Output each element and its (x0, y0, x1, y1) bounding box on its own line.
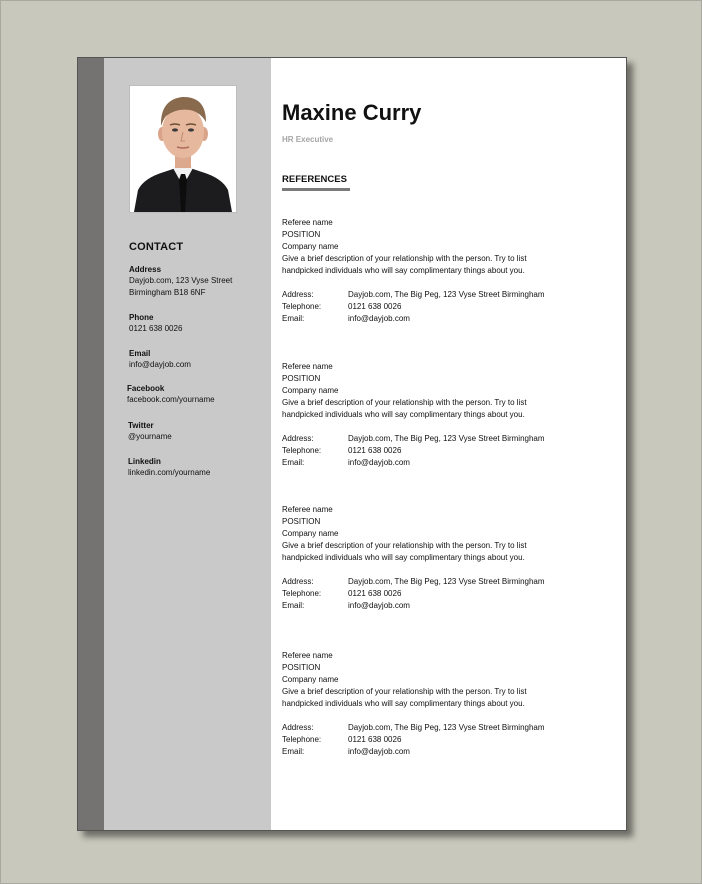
referee-name: Referee name (282, 505, 333, 514)
contact-phone (129, 312, 269, 335)
contact-value: facebook.com/yourname (127, 395, 215, 404)
referee-name: Referee name (282, 651, 333, 660)
referee-position: POSITION (282, 230, 321, 239)
contact-label: Linkedin (128, 457, 161, 466)
referee-company: Company name (282, 386, 339, 395)
email-value: info@dayjob.com (348, 747, 410, 756)
address-label: Address: (282, 577, 314, 586)
referee-position: POSITION (282, 517, 321, 526)
address-value: Dayjob.com, The Big Peg, 123 Vyse Street Birmingham (348, 577, 545, 586)
contact-value: Birmingham B18 6NF (129, 288, 206, 297)
referee-company: Company name (282, 242, 339, 251)
contact-linkedin (128, 456, 268, 479)
email-label: Email: (282, 747, 305, 756)
section-divider (282, 188, 350, 191)
email-label: Email: (282, 314, 305, 323)
referee-description: Give a brief description of your relationship with the person. Try to list handpicked individuals who will say complimentary things about you. (282, 398, 527, 419)
telephone-label: Telephone: (282, 446, 322, 455)
contact-value: 0121 638 0026 (129, 324, 183, 333)
candidate-role: HR Executive (282, 135, 334, 144)
referee-details (282, 576, 612, 612)
contact-heading: CONTACT (129, 241, 184, 253)
contact-value: linkedin.com/yourname (128, 468, 211, 477)
telephone-value: 0121 638 0026 (348, 589, 402, 598)
contact-value: info@dayjob.com (129, 360, 191, 369)
contact-label: Email (129, 349, 151, 358)
email-label: Email: (282, 601, 305, 610)
telephone-value: 0121 638 0026 (348, 446, 402, 455)
address-label: Address: (282, 434, 314, 443)
reference-entry (282, 650, 612, 758)
referee-description: Give a brief description of your relationship with the person. Try to list handpicked individuals who will say complimentary things about you. (282, 541, 527, 562)
reference-entry (282, 361, 612, 469)
email-value: info@dayjob.com (348, 314, 410, 323)
contact-value: @yourname (128, 432, 172, 441)
referee-description: Give a brief description of your relationship with the person. Try to list handpicked individuals who will say complimentary things about you. (282, 687, 527, 708)
referee-details (282, 433, 612, 469)
referee-details (282, 289, 612, 325)
telephone-label: Telephone: (282, 735, 322, 744)
address-value: Dayjob.com, The Big Peg, 123 Vyse Street Birmingham (348, 434, 545, 443)
references-heading: REFERENCES (282, 174, 347, 185)
reference-entry (282, 504, 612, 612)
referee-company: Company name (282, 529, 339, 538)
main-content (282, 58, 612, 830)
accent-stripe (78, 58, 104, 830)
resume-page (77, 57, 627, 831)
email-label: Email: (282, 458, 305, 467)
telephone-value: 0121 638 0026 (348, 735, 402, 744)
candidate-name: Maxine Curry (282, 100, 422, 125)
contact-twitter (128, 420, 268, 443)
contact-label: Twitter (128, 421, 154, 430)
reference-entry (282, 217, 612, 325)
referee-company: Company name (282, 675, 339, 684)
contact-address (129, 264, 269, 299)
email-value: info@dayjob.com (348, 458, 410, 467)
sidebar (104, 58, 271, 830)
address-value: Dayjob.com, The Big Peg, 123 Vyse Street Birmingham (348, 290, 545, 299)
referee-position: POSITION (282, 663, 321, 672)
contact-label: Facebook (127, 384, 165, 393)
telephone-label: Telephone: (282, 589, 322, 598)
telephone-value: 0121 638 0026 (348, 302, 402, 311)
contact-facebook (127, 383, 267, 406)
profile-photo (129, 85, 237, 213)
contact-label: Address (129, 265, 162, 274)
address-label: Address: (282, 723, 314, 732)
referee-description: Give a brief description of your relationship with the person. Try to list handpicked individuals who will say complimentary things about you. (282, 254, 527, 275)
referee-position: POSITION (282, 374, 321, 383)
contact-value: Dayjob.com, 123 Vyse Street (129, 276, 233, 285)
address-value: Dayjob.com, The Big Peg, 123 Vyse Street Birmingham (348, 723, 545, 732)
contact-label: Phone (129, 313, 154, 322)
referee-details (282, 722, 612, 758)
address-label: Address: (282, 290, 314, 299)
referee-name: Referee name (282, 362, 333, 371)
referee-name: Referee name (282, 218, 333, 227)
email-value: info@dayjob.com (348, 601, 410, 610)
contact-email (129, 348, 269, 371)
telephone-label: Telephone: (282, 302, 322, 311)
